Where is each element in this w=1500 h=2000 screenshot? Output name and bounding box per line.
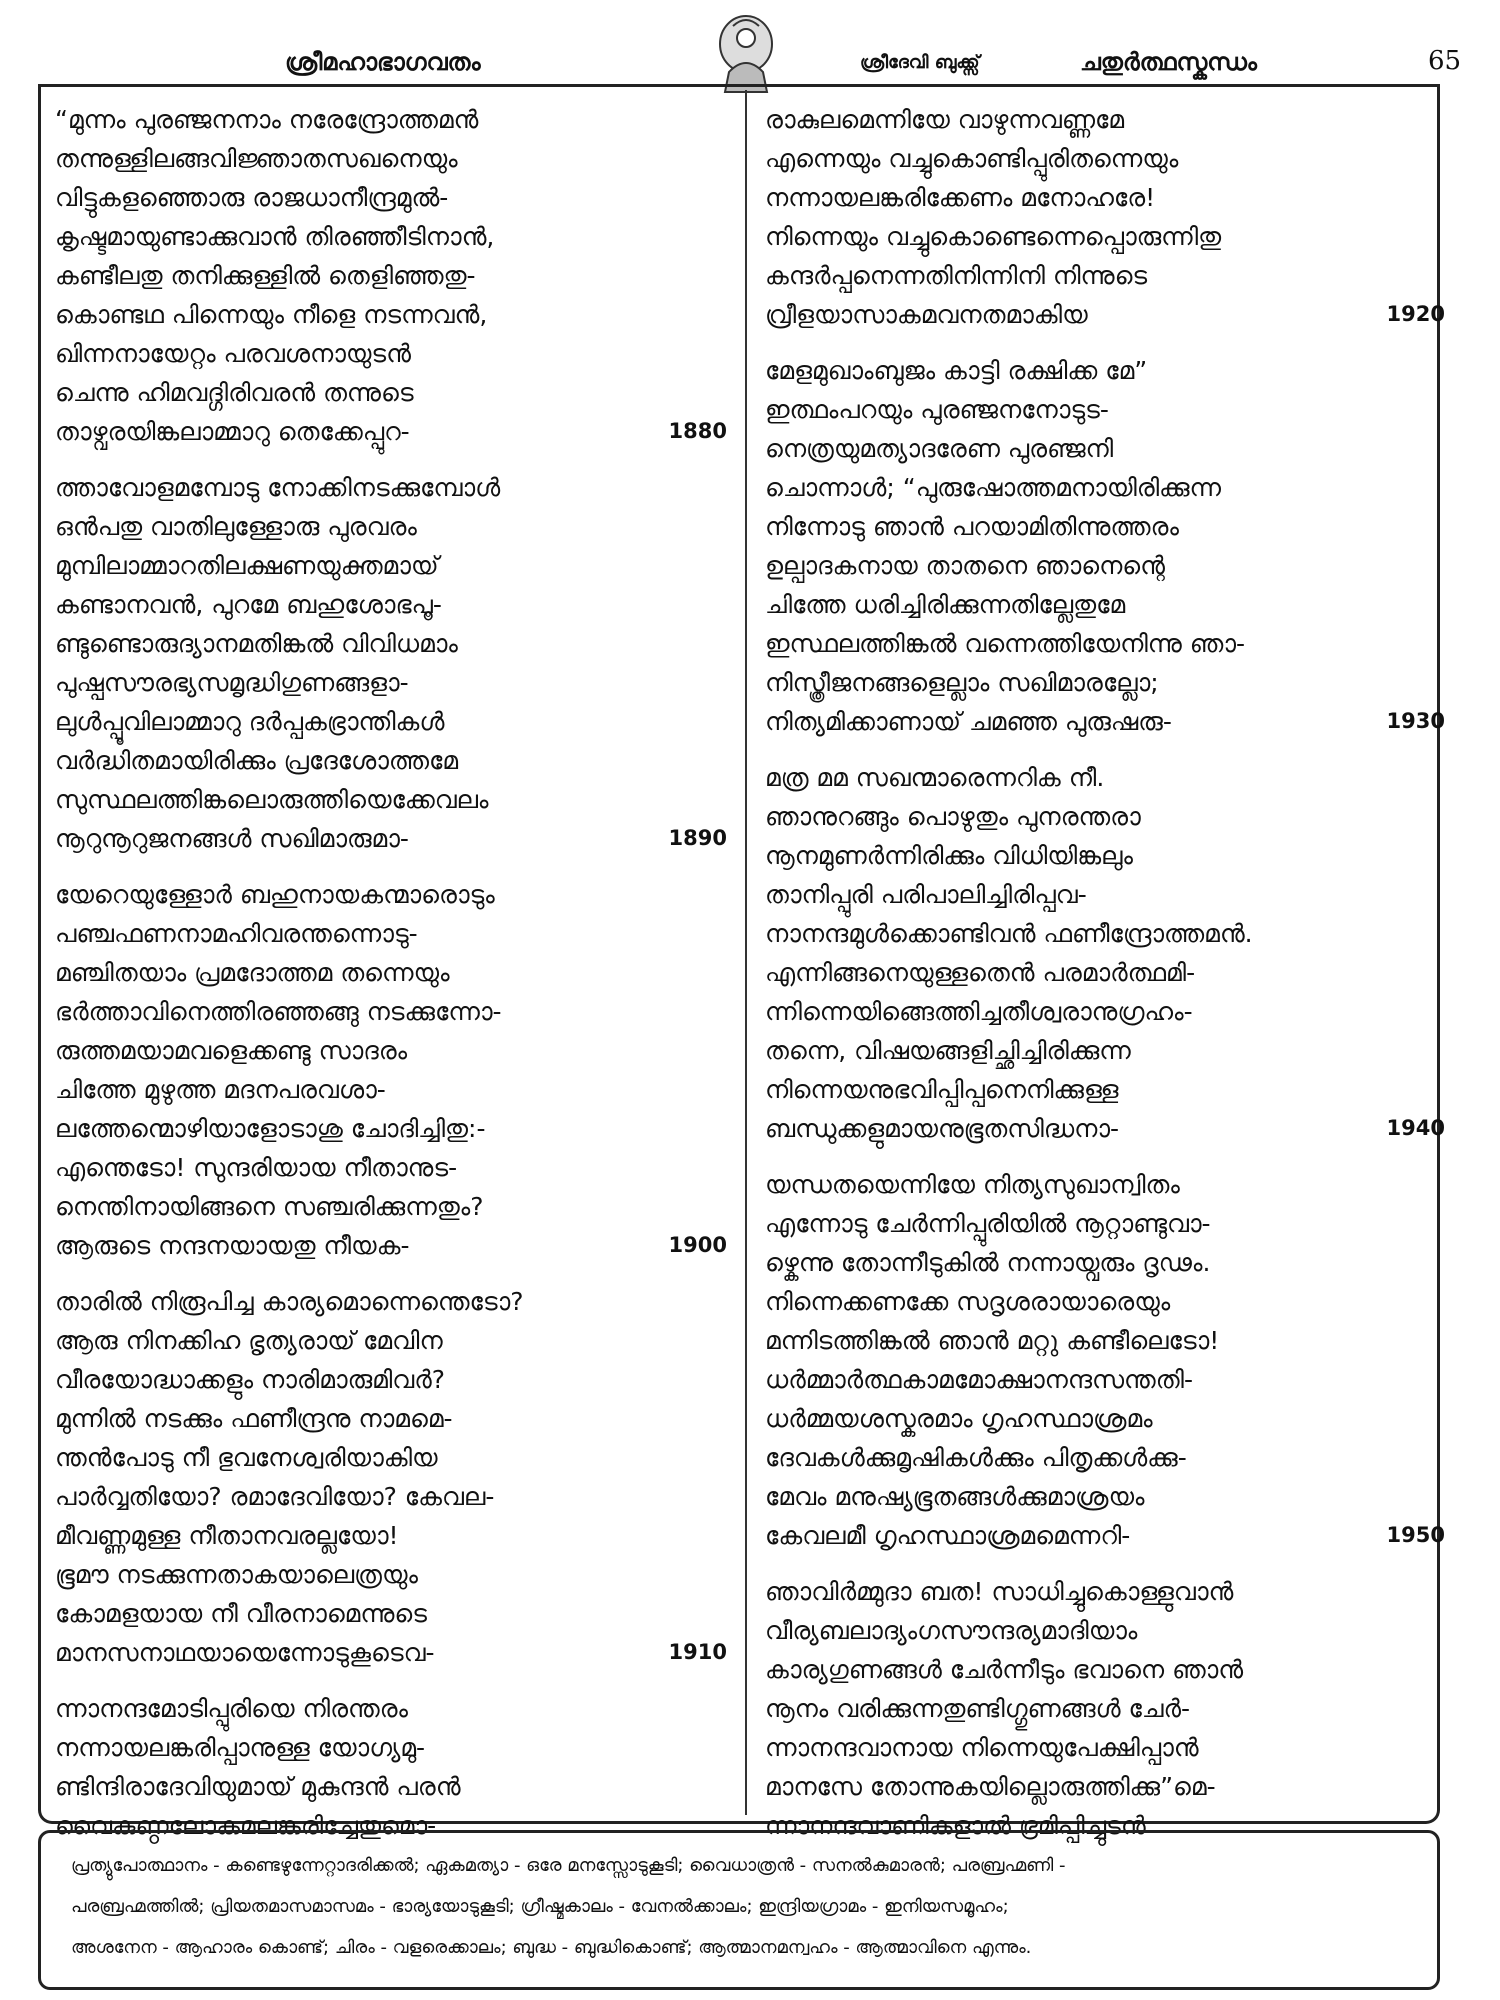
verse-text: മന്നിടത്തിങ്കൽ ഞാൻ മറ്റു കണ്ടീലെടോ! <box>765 1326 1220 1355</box>
verse-text: നെത്രയുമത്യാദരേണ പുരഞ്ജനി <box>765 434 1114 463</box>
verse-text: തന്നുള്ളിലങ്ങവിജ്ഞാതസഖനെയും <box>55 144 458 173</box>
verse-line <box>765 1282 1445 1321</box>
verse-stanza <box>765 1572 1445 1845</box>
verse-line <box>765 1516 1445 1555</box>
verse-line <box>765 1360 1445 1399</box>
verse-line <box>765 1477 1445 1516</box>
verse-line <box>765 139 1445 178</box>
verse-text: കേവലമീ ഗൃഹസ്ഥാശ്രമമെന്നറി- <box>765 1521 1131 1550</box>
verse-line <box>55 1148 735 1187</box>
verse-text: കന്ദർപ്പനെന്നതിനിന്നിനി നിന്നുടെ <box>765 261 1148 290</box>
verse-line <box>55 412 735 451</box>
verse-text: എന്നിങ്ങനെയുള്ളതെൻ പരമാർത്ഥമി- <box>765 958 1196 987</box>
verse-line <box>55 468 735 507</box>
verse-text: ചിത്തേ മുഴുത്ത മദനപരവശാ- <box>55 1075 386 1104</box>
verse-text: ന്നാനന്ദവാനായ നിന്നെയുപേക്ഷിപ്പാൻ <box>765 1733 1199 1762</box>
verse-line <box>55 373 735 412</box>
verse-line <box>55 702 735 741</box>
verse-text: രുത്തമയാമവളെക്കണ്ടു സാദരം <box>55 1036 408 1065</box>
verse-line <box>55 1767 735 1806</box>
verse-line <box>765 914 1445 953</box>
verse-text: കൃഷ്ടമായുണ്ടാക്കുവാൻ തിരഞ്ഞീടിനാൻ, <box>55 222 495 251</box>
verse-line <box>55 178 735 217</box>
verse-line <box>55 1516 735 1555</box>
verse-line <box>55 1226 735 1265</box>
verse-text: നിന്നെയും വച്ചുകൊണ്ടെന്നെപ്പൊരുന്നിതു <box>765 222 1222 251</box>
verse-text: ചൊന്നാൾ; “പുരുഷോത്തമനായിരിക്കുന്ന <box>765 473 1222 502</box>
verse-line <box>765 797 1445 836</box>
verse-line <box>765 585 1445 624</box>
verse-text: യേറെയുള്ളോർ ബഹുനായകന്മാരൊടും <box>55 880 495 909</box>
verse-line <box>55 992 735 1031</box>
verse-line <box>765 953 1445 992</box>
publisher-name: ശ്രീദേവി ബുക്ക്സ് <box>860 52 980 73</box>
verse-text: ഒൻപതു വാതിലുള്ളോരു പുരവരം <box>55 512 417 541</box>
verse-text: കൊണ്ടഥ പിന്നെയും നീളെ നടന്നവൻ, <box>55 300 488 329</box>
verse-stanza <box>55 468 735 858</box>
verse-text: രാകുലമെന്നിയേ വാഴുന്നവണ്ണമേ <box>765 105 1125 134</box>
verse-text: പുഷ്പസൗരഭ്യസമൃദ്ധിഗുണങ്ങളാ- <box>55 668 409 697</box>
verse-line <box>55 1633 735 1672</box>
verse-line <box>55 663 735 702</box>
verse-text: വിട്ടുകളഞ്ഞൊരു രാജധാനീന്ദ്രമുൽ- <box>55 183 449 212</box>
footnote-line: പ്രത്യുപോത്ഥാനം - കണ്ടെഴുന്നേറ്റാദരിക്കൽ; ഏകമത്യാ - ഒരേ മനസ്സോടുകൂടി; വൈധാത്രൻ - സനൽകുമാരൻ; പരബ്രഹ്മണി - <box>71 1855 1066 1876</box>
verse-line <box>765 390 1445 429</box>
book-title: ശ്രീമഹാഭാഗവതം <box>285 48 481 76</box>
verse-line <box>55 1321 735 1360</box>
verse-text: കോമളയായ നീ വീരനാമെന്നുടെ <box>55 1599 427 1628</box>
verse-line <box>55 914 735 953</box>
verse-line <box>765 178 1445 217</box>
verse-text: നിത്യമിക്കാണായ് ചമഞ്ഞ പുരുഷരു- <box>765 707 1172 736</box>
verse-line <box>765 1165 1445 1204</box>
verse-line <box>55 507 735 546</box>
verse-line <box>765 1204 1445 1243</box>
verse-line <box>55 1399 735 1438</box>
verse-text: ധർമ്മയശസ്കരമാം ഗൃഹസ്ഥാശ്രമം <box>765 1404 1153 1433</box>
line-number: 1930 <box>1386 709 1445 733</box>
verse-text: മുന്നിൽ നടക്കും ഫണീന്ദ്രനു നാമമെ- <box>55 1404 453 1433</box>
verse-line <box>765 992 1445 1031</box>
verse-line <box>765 295 1445 334</box>
verse-line <box>765 1572 1445 1611</box>
verse-text: ണ്ടുണ്ടൊരുദ്യാനമതിങ്കൽ വിവിധമാം <box>55 629 458 658</box>
verse-stanza <box>55 875 735 1265</box>
verse-text: വീര്യബലാദ്യംഗസൗന്ദര്യമാദിയാം <box>765 1616 1138 1645</box>
footnote-line: പരബ്രഹ്മത്തിൽ; പ്രിയതമാസമാസമം - ഭാര്യയോടുകൂടി; ഗ്രീഷ്മകാലം - വേനൽക്കാലം; ഇന്ദ്രിയഗ്രാമം - ഇനിയസമൂഹം; <box>71 1896 1009 1917</box>
verse-stanza <box>55 1282 735 1672</box>
verse-text: കാര്യഗുണങ്ങൾ ചേർന്നീടും ഭവാനെ ഞാൻ <box>765 1655 1244 1684</box>
verse-line <box>55 1728 735 1767</box>
verse-stanza <box>765 758 1445 1148</box>
page-number: 65 <box>1428 46 1462 76</box>
verse-line <box>55 953 735 992</box>
verse-line <box>55 624 735 663</box>
verse-text: ഖിന്നനായേറ്റം പരവശനായുടൻ <box>55 339 411 368</box>
verse-text: കണ്ടീലതു തനിക്കുള്ളിൽ തെളിഞ്ഞതു- <box>55 261 476 290</box>
page-header <box>0 0 1500 95</box>
verse-text: ചെന്നു ഹിമവദ്ഗിരിവരൻ തന്നുടെ <box>55 378 414 407</box>
verse-text: തന്നെ, വിഷയങ്ങളിച്ഛിച്ചിരിക്കുന്ന <box>765 1036 1131 1065</box>
verse-line <box>765 217 1445 256</box>
column-divider <box>745 90 747 1815</box>
verse-line <box>765 624 1445 663</box>
verse-text: നന്നായലങ്കരിപ്പാനുള്ള യോഗ്യമു- <box>55 1733 426 1762</box>
verse-text: എന്നോടു ചേർന്നിപ്പുരിയിൽ നൂറ്റാണ്ടുവാ- <box>765 1209 1211 1238</box>
verse-line <box>765 1689 1445 1728</box>
footnote-line: അശനേന - ആഹാരം കൊണ്ട്; ചിരം - വളരെക്കാലം; ബുദ്ധ - ബുദ്ധികൊണ്ട്; ആത്മാനമന്വഹം - ആത്മാവിനെ എന്നും. <box>71 1937 1032 1958</box>
verse-text: മഞ്ചിതയാം പ്രമദോത്തമ തന്നെയും <box>55 958 450 987</box>
verse-line <box>55 1360 735 1399</box>
verse-line <box>765 1650 1445 1689</box>
line-number: 1900 <box>668 1233 727 1257</box>
verse-text: ന്തൻപോടു നീ ഭുവനേശ്വരിയാകിയ <box>55 1443 438 1472</box>
verse-line <box>765 1321 1445 1360</box>
verse-text: ഉല്പാദകനായ താതനെ ഞാനെന്റെ <box>765 551 1165 580</box>
verse-text: നെന്തിനായിങ്ങനെ സഞ്ചരിക്കുന്നതും? <box>55 1192 484 1221</box>
verse-text: നന്നായലങ്കരിക്കേണം മനോഹരേ! <box>765 183 1156 212</box>
verse-line <box>765 1728 1445 1767</box>
verse-line <box>55 1282 735 1321</box>
line-number: 1880 <box>668 419 727 443</box>
verse-line <box>55 585 735 624</box>
verse-line <box>765 1399 1445 1438</box>
verse-text: എന്തെടോ! സുന്ദരിയായ നീതാനുട- <box>55 1153 458 1182</box>
verse-text: നൂറുനൂറുജനങ്ങൾ സഖിമാരുമാ- <box>55 824 409 853</box>
verse-line <box>765 507 1445 546</box>
verse-text: നിന്നോടു ഞാൻ പറയാമിതിന്നുത്തരം <box>765 512 1179 541</box>
verse-text: ഭൂമൗ നടക്കുന്നതാകയാലെത്രയും <box>55 1560 418 1589</box>
verse-line <box>765 1243 1445 1282</box>
line-number: 1910 <box>668 1640 727 1664</box>
verse-text: ഴ്കെന്നു തോന്നീടുകിൽ നന്നായ്വരും ദൃഢം. <box>765 1248 1211 1277</box>
verse-text: താനിപ്പുരി പരിപാലിച്ചിരിപ്പവ- <box>765 880 1087 909</box>
verse-text: മേവം മനുഷ്യഭൂതങ്ങൾക്കുമാശ്രയം <box>765 1482 1145 1511</box>
footnote-box <box>38 1830 1440 1990</box>
verse-stanza <box>55 1689 735 1845</box>
verse-line <box>765 663 1445 702</box>
verse-line <box>55 819 735 858</box>
verse-text: പാർവ്വതിയോ? രമാദേവിയോ? കേവല- <box>55 1482 495 1511</box>
verse-text: ന്നാനന്ദവാണികളാൽ ഭ്രമിപ്പിച്ചുടൻ <box>765 1811 1146 1840</box>
verse-line <box>765 758 1445 797</box>
verse-text: ദേവകൾക്കുമൃഷികൾക്കും പിതൃക്കൾക്കു- <box>765 1443 1187 1472</box>
verse-text: ആരുടെ നന്ദനയായതു നീയക- <box>55 1231 410 1260</box>
verse-text: നൂനമുണർന്നിരിക്കും വിധിയിങ്കലും <box>765 841 1133 870</box>
verse-text: “മുന്നം പുരഞ്ജനനാം നരേന്ദ്രോത്തമൻ <box>55 105 479 134</box>
line-number: 1890 <box>668 826 727 850</box>
verse-line <box>55 1438 735 1477</box>
verse-stanza <box>55 100 735 451</box>
verse-line <box>765 256 1445 295</box>
verse-text: ലുൾപ്പൂവിലാമ്മാറു ദർപ്പകഭ്രാന്തികൾ <box>55 707 445 736</box>
verse-text: മാനസനാഥയായെന്നോടുകൂടെവ- <box>55 1638 435 1667</box>
verse-text: താരിൽ നിരൂപിച്ച കാര്യമൊന്നെന്തെടോ? <box>55 1287 524 1316</box>
verse-text: വർദ്ധിതമായിരിക്കും പ്രദേശോത്തമേ <box>55 746 459 775</box>
verse-line <box>55 1109 735 1148</box>
line-number: 1950 <box>1386 1523 1445 1547</box>
verse-line <box>55 256 735 295</box>
verse-text: ന്നിന്നെയിങ്ങെത്തിച്ചതീശ്വരാനുഗ്രഹം- <box>765 997 1193 1026</box>
verse-stanza <box>765 1165 1445 1555</box>
verse-text: ബന്ധുക്കളുമായനുഭൂതസിദ്ധനാ- <box>765 1114 1120 1143</box>
verse-text: എന്നെയും വച്ചുകൊണ്ടിപ്പുരിതന്നെയും <box>765 144 1179 173</box>
verse-text: മാനസേ തോന്നുകയില്ലൊരുത്തിക്കു”മെ- <box>765 1772 1216 1801</box>
verse-text: കണ്ടാനവൻ, പുറമേ ബഹുശോഭപൂ- <box>55 590 442 619</box>
verse-text: മീവണ്ണമുള്ള നീതാനവരല്ലയോ! <box>55 1521 399 1550</box>
verse-line <box>765 1438 1445 1477</box>
verse-text: വ്രീളയാസാകമവനതമാകിയ <box>765 300 1088 329</box>
verse-text: ധർമ്മാർത്ഥകാമമോക്ഷാനന്ദസന്തതി- <box>765 1365 1193 1394</box>
verse-line <box>55 139 735 178</box>
verse-text: ത്താവോളമമ്പോടു നോക്കിനടക്കുമ്പോൾ <box>55 473 501 502</box>
verse-line <box>765 1031 1445 1070</box>
verse-text: പഞ്ചഫണനാമഹിവരന്തന്നൊടു- <box>55 919 418 948</box>
verse-line <box>765 702 1445 741</box>
verse-text: നിന്നെയനുഭവിപ്പിപ്പനെനിക്കുള്ള <box>765 1075 1119 1104</box>
section-title: ചതുർത്ഥസ്കന്ധം <box>1080 48 1257 76</box>
verse-line <box>55 1187 735 1226</box>
left-column <box>55 100 735 1862</box>
verse-line <box>55 546 735 585</box>
verse-line <box>765 468 1445 507</box>
verse-line <box>55 1555 735 1594</box>
verse-line <box>765 1611 1445 1650</box>
verse-text: വീരയോദ്ധാക്കളും നാരിമാരുമിവർ? <box>55 1365 445 1394</box>
verse-text: ഇത്ഥംപറയും പുരഞ്ജനനോടുട- <box>765 395 1109 424</box>
verse-text: താഴ്വരയിങ്കലാമ്മാറു തെക്കേപ്പുറ- <box>55 417 410 446</box>
verse-text: മത്ര മമ സഖന്മാരെന്നറിക നീ. <box>765 763 1105 792</box>
verse-text: മേളമുഖാംബുജം കാട്ടി രക്ഷിക്ക മേ” <box>765 356 1148 385</box>
verse-line <box>55 1594 735 1633</box>
verse-line <box>765 100 1445 139</box>
line-number: 1920 <box>1386 302 1445 326</box>
right-column <box>765 100 1445 1862</box>
verse-text: ആരു നിനക്കിഹ ഭൃത്യരായ് മേവിന <box>55 1326 443 1355</box>
line-number: 1940 <box>1386 1116 1445 1140</box>
verse-line <box>55 780 735 819</box>
verse-line <box>55 741 735 780</box>
verse-line <box>765 1070 1445 1109</box>
verse-line <box>55 334 735 373</box>
verse-text: നൂനം വരിക്കുന്നതുണ്ടിഗ്ഗുണങ്ങൾ ചേർ- <box>765 1694 1191 1723</box>
verse-text: മുമ്പിലാമ്മാറതിലക്ഷണയുക്തമായ് <box>55 551 439 580</box>
verse-text: ഭർത്താവിനെത്തിരഞ്ഞങ്ങു നടക്കുന്നോ- <box>55 997 502 1026</box>
verse-text: വൈകുണ്ഠലോകമലങ്കരിച്ചേതുമൊ- <box>55 1811 437 1840</box>
verse-line <box>55 875 735 914</box>
verse-text: ലത്തേന്മൊഴിയാളോടാശു ചോദിച്ചിതു:- <box>55 1114 486 1143</box>
verse-line <box>55 1070 735 1109</box>
verse-line <box>765 546 1445 585</box>
verse-text: നാനന്ദമുൾക്കൊണ്ടിവൻ ഫണീന്ദ്രോത്തമൻ. <box>765 919 1253 948</box>
verse-line <box>55 217 735 256</box>
verse-line <box>55 295 735 334</box>
verse-line <box>765 1767 1445 1806</box>
verse-line <box>765 351 1445 390</box>
verse-line <box>765 1109 1445 1148</box>
verse-stanza <box>765 351 1445 741</box>
verse-line <box>765 875 1445 914</box>
verse-line <box>765 836 1445 875</box>
verse-text: ന്നാനന്ദമോടിപ്പുരിയെ നിരന്തരം <box>55 1694 409 1723</box>
verse-text: നിന്നെക്കണക്കേ സദൃശരായാരെയും <box>765 1287 1171 1316</box>
verse-line <box>765 429 1445 468</box>
verse-stanza <box>765 100 1445 334</box>
verse-line <box>55 1689 735 1728</box>
verse-text: ചിത്തേ ധരിച്ചിരിക്കുന്നതില്ലേതുമേ <box>765 590 1126 619</box>
verse-text: ഞാനുറങ്ങും പൊഴുതും പുനരന്തരാ <box>765 802 1141 831</box>
verse-text: ണ്ടിന്ദിരാദേവിയുമായ് മുകുന്ദൻ പരൻ <box>55 1772 461 1801</box>
verse-line <box>55 100 735 139</box>
verse-line <box>55 1477 735 1516</box>
verse-text: ഇസ്ഥലത്തിങ്കൽ വന്നെത്തിയേനിന്നു ഞാ- <box>765 629 1246 658</box>
verse-text: ഞാവിർമ്മുദാ ബത! സാധിച്ചുകൊള്ളുവാൻ <box>765 1577 1234 1606</box>
verse-text: യന്ധതയെന്നിയേ നിത്യസുഖാന്വിതം <box>765 1170 1180 1199</box>
verse-text: സുസ്ഥലത്തിങ്കലൊരുത്തിയെക്കേവലം <box>55 785 489 814</box>
verse-text: നിസ്ത്രീജനങ്ങളെല്ലാം സഖിമാരല്ലോ; <box>765 668 1159 697</box>
verse-line <box>55 1031 735 1070</box>
